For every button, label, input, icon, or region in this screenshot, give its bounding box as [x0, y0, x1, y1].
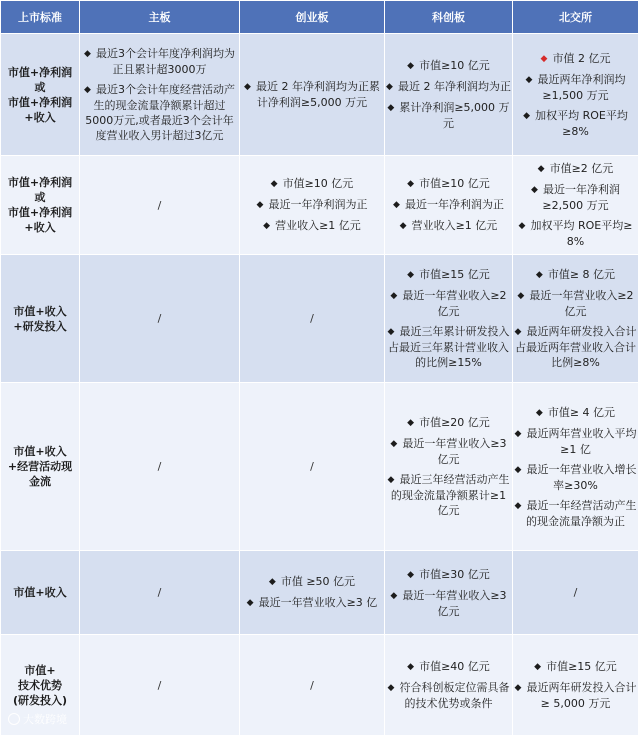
- criteria-cell-chinext: [240, 34, 385, 156]
- criteria-item: [513, 659, 638, 675]
- criteria-text: 最近两年研发投入合计占最近两年营业收入合计比例≥8%: [515, 325, 636, 369]
- criteria-item: [513, 288, 638, 319]
- bullet-diamond-icon: ◆: [523, 109, 530, 124]
- criteria-item: [513, 426, 638, 457]
- row-label-line: 市值+: [1, 663, 79, 678]
- criteria-item: [385, 100, 512, 131]
- criteria-text: 最近两年营业收入平均≥1 亿: [526, 427, 636, 456]
- criteria-item: [385, 659, 512, 675]
- criteria-item: [513, 182, 638, 213]
- criteria-text: 市值≥10 亿元: [419, 177, 490, 190]
- criteria-item: [385, 588, 512, 619]
- row-label: [1, 551, 80, 635]
- empty-cell: /: [240, 383, 385, 551]
- bullet-diamond-icon: ◆: [263, 219, 270, 234]
- criteria-text: 市值 2 亿元: [552, 52, 610, 65]
- criteria-cell-chinext: [240, 551, 385, 635]
- bullet-diamond-icon: ◆: [517, 289, 524, 304]
- watermark: [8, 711, 67, 727]
- row-label-line: +经营活动现: [1, 459, 79, 474]
- criteria-item: [513, 462, 638, 493]
- criteria-item: [385, 436, 512, 467]
- criteria-text: 最近三年累计研发投入占最近三年累计营业收入的比例≥15%: [388, 325, 509, 369]
- criteria-cell-bse: [513, 255, 638, 383]
- row-label-line: 市值+收入: [1, 444, 79, 459]
- bullet-diamond-icon: ◆: [536, 268, 543, 283]
- criteria-text: 最近一年营业收入≥2 亿元: [402, 289, 506, 318]
- header-row: [1, 1, 638, 34]
- bullet-diamond-icon: ◆: [84, 47, 91, 62]
- criteria-text: 市值≥40 亿元: [419, 660, 490, 673]
- criteria-item: [513, 267, 638, 283]
- bullet-diamond-icon: ◆: [257, 198, 264, 213]
- bullet-diamond-icon: ◆: [526, 73, 533, 88]
- header-main-board: 主板: [80, 1, 240, 34]
- bullet-diamond-icon: ◆: [407, 268, 414, 283]
- bullet-diamond-icon: ◆: [407, 660, 414, 675]
- criteria-item: [385, 324, 512, 370]
- bullet-diamond-icon: ◆: [541, 52, 548, 67]
- criteria-cell-chinext: [240, 156, 385, 255]
- criteria-cell-star: [385, 255, 513, 383]
- criteria-cell-star: [385, 34, 513, 156]
- criteria-text: 最近3个会计年度经营活动产生的现金流量净额累计超过5000万元,或者最近3个会计年度营业收入男计超过3亿元: [85, 83, 235, 142]
- criteria-text: 市值≥15 亿元: [419, 268, 490, 281]
- criteria-item: [240, 197, 384, 213]
- criteria-text: 市值≥10 亿元: [419, 59, 490, 72]
- table-row: [1, 34, 638, 156]
- criteria-item: [513, 680, 638, 711]
- criteria-text: 最近一年净利润≥2,500 万元: [542, 183, 620, 212]
- criteria-text: 最近 2 年净利润均为正累计净利润≥5,000 万元: [256, 80, 380, 109]
- criteria-item: [385, 680, 512, 711]
- criteria-text: 市值≥ 8 亿元: [548, 268, 615, 281]
- empty-cell: /: [240, 635, 385, 736]
- criteria-text: 最近3个会计年度净利润均为正且累计超3000万: [96, 47, 235, 76]
- criteria-text: 最近一年营业收入≥2 亿元: [529, 289, 633, 318]
- criteria-item: [513, 498, 638, 529]
- criteria-item: [513, 161, 638, 177]
- criteria-item: [240, 176, 384, 192]
- header-chinext: 创业板: [240, 1, 385, 34]
- bullet-diamond-icon: ◆: [534, 660, 541, 675]
- criteria-text: 加权平均 ROE平均≥ 8%: [530, 219, 632, 248]
- bullet-diamond-icon: ◆: [390, 437, 397, 452]
- bullet-diamond-icon: ◆: [269, 575, 276, 590]
- criteria-text: 市值≥ 4 亿元: [548, 406, 615, 419]
- criteria-text: 累计净利润≥5,000 万元: [399, 101, 509, 130]
- bullet-diamond-icon: ◆: [393, 198, 400, 213]
- criteria-cell-main: [80, 34, 240, 156]
- empty-cell: /: [513, 551, 638, 635]
- criteria-text: 最近一年净利润为正: [405, 198, 504, 211]
- row-label-line: 市值+净利润: [1, 205, 79, 220]
- criteria-text: 最近两年净利润均≥1,500 万元: [537, 73, 625, 102]
- criteria-cell-bse: [513, 34, 638, 156]
- empty-cell: /: [240, 255, 385, 383]
- row-label: [1, 156, 80, 255]
- bullet-diamond-icon: ◆: [388, 681, 395, 696]
- criteria-text: 市值≥10 亿元: [283, 177, 354, 190]
- empty-cell: /: [80, 635, 240, 736]
- criteria-item: [385, 79, 512, 95]
- criteria-item: [385, 176, 512, 192]
- bullet-diamond-icon: ◆: [388, 325, 395, 340]
- bullet-diamond-icon: ◆: [515, 681, 522, 696]
- bullet-diamond-icon: ◆: [536, 406, 543, 421]
- criteria-text: 最近一年净利润为正: [268, 198, 367, 211]
- criteria-cell-bse: [513, 383, 638, 551]
- criteria-text: 最近一年营业收入≥3 亿元: [402, 437, 506, 466]
- criteria-item: [513, 405, 638, 421]
- criteria-text: 最近一年经营活动产生的现金流量净额为正: [526, 499, 636, 528]
- row-label-line: 或: [1, 80, 79, 95]
- bullet-diamond-icon: ◆: [244, 80, 251, 95]
- criteria-item: [513, 51, 638, 67]
- header-star-market: 科创板: [385, 1, 513, 34]
- criteria-item: [513, 218, 638, 249]
- criteria-cell-star: [385, 383, 513, 551]
- criteria-item: [513, 108, 638, 139]
- bullet-diamond-icon: ◆: [407, 59, 414, 74]
- criteria-text: 最近一年营业收入≥3 亿元: [402, 589, 506, 618]
- bullet-diamond-icon: ◆: [407, 177, 414, 192]
- criteria-item: [240, 595, 384, 611]
- bullet-diamond-icon: ◆: [386, 80, 393, 95]
- bullet-diamond-icon: ◆: [84, 83, 91, 98]
- watermark-text: 大数跨境: [23, 711, 67, 727]
- criteria-item: [385, 58, 512, 74]
- criteria-item: [385, 415, 512, 431]
- criteria-item: [240, 79, 384, 110]
- bullet-diamond-icon: ◆: [519, 219, 526, 234]
- row-label: [1, 383, 80, 551]
- criteria-cell-star: [385, 156, 513, 255]
- bullet-diamond-icon: ◆: [538, 162, 545, 177]
- bullet-diamond-icon: ◆: [407, 416, 414, 431]
- empty-cell: /: [80, 156, 240, 255]
- criteria-cell-bse: [513, 156, 638, 255]
- bullet-diamond-icon: ◆: [531, 183, 538, 198]
- row-label-line: (研发投入): [1, 693, 79, 708]
- criteria-text: 市值≥2 亿元: [550, 162, 614, 175]
- criteria-text: 市值≥20 亿元: [419, 416, 490, 429]
- table-row: [1, 156, 638, 255]
- criteria-item: [385, 267, 512, 283]
- row-label-line: +收入: [1, 110, 79, 125]
- criteria-text: 最近一年营业收入增长率≥30%: [526, 463, 636, 492]
- criteria-item: [240, 574, 384, 590]
- row-label-line: 市值+净利润: [1, 175, 79, 190]
- bullet-diamond-icon: ◆: [515, 427, 522, 442]
- header-listing-standard: 上市标准: [1, 1, 80, 34]
- criteria-text: 最近 2 年净利润均为正: [398, 80, 511, 93]
- row-label-line: 金流: [1, 474, 79, 489]
- bullet-diamond-icon: ◆: [388, 473, 395, 488]
- criteria-item: [513, 324, 638, 370]
- criteria-text: 营业收入≥1 亿元: [412, 219, 498, 232]
- empty-cell: /: [80, 255, 240, 383]
- criteria-text: 市值≥15 亿元: [546, 660, 617, 673]
- table-row: [1, 551, 638, 635]
- bullet-diamond-icon: ◆: [515, 325, 522, 340]
- empty-cell: /: [80, 551, 240, 635]
- bullet-diamond-icon: ◆: [387, 101, 394, 116]
- bullet-diamond-icon: ◆: [390, 589, 397, 604]
- criteria-text: 最近一年营业收入≥3 亿: [259, 596, 378, 609]
- criteria-item: [80, 46, 239, 77]
- bullet-diamond-icon: ◆: [515, 463, 522, 478]
- criteria-text: 加权平均 ROE平均≥8%: [535, 109, 628, 138]
- criteria-text: 最近三年经营活动产生的现金流量净额累计≥1 亿元: [391, 473, 510, 517]
- criteria-text: 最近两年研发投入合计≥ 5,000 万元: [526, 681, 636, 710]
- bullet-diamond-icon: ◆: [390, 289, 397, 304]
- criteria-text: 市值≥30 亿元: [419, 568, 490, 581]
- criteria-item: [385, 567, 512, 583]
- bullet-diamond-icon: ◆: [407, 568, 414, 583]
- criteria-item: [385, 197, 512, 213]
- row-label-line: 技术优势: [1, 678, 79, 693]
- header-bse: 北交所: [513, 1, 638, 34]
- row-label: [1, 255, 80, 383]
- table-row: [1, 255, 638, 383]
- table-row: [1, 383, 638, 551]
- row-label-line: 市值+收入: [1, 304, 79, 319]
- bullet-diamond-icon: ◆: [515, 499, 522, 514]
- row-label-line: 市值+净利润: [1, 95, 79, 110]
- empty-cell: /: [80, 383, 240, 551]
- bullet-diamond-icon: ◆: [400, 219, 407, 234]
- row-label-line: 或: [1, 190, 79, 205]
- criteria-item: [513, 72, 638, 103]
- row-label-line: +研发投入: [1, 319, 79, 334]
- criteria-text: 符合科创板定位需具备的技术优势或条件: [399, 681, 509, 710]
- watermark-logo-icon: [8, 713, 20, 725]
- bullet-diamond-icon: ◆: [247, 596, 254, 611]
- criteria-item: [385, 218, 512, 234]
- criteria-cell-star: [385, 551, 513, 635]
- criteria-item: [80, 82, 239, 143]
- row-label-line: 市值+收入: [1, 585, 79, 600]
- table-row: [1, 635, 638, 736]
- criteria-text: 营业收入≥1 亿元: [275, 219, 361, 232]
- criteria-text: 市值 ≥50 亿元: [281, 575, 355, 588]
- criteria-item: [385, 288, 512, 319]
- criteria-item: [240, 218, 384, 234]
- criteria-item: [385, 472, 512, 518]
- criteria-cell-bse: [513, 635, 638, 736]
- bullet-diamond-icon: ◆: [271, 177, 278, 192]
- criteria-cell-star: [385, 635, 513, 736]
- row-label: [1, 34, 80, 156]
- row-label-line: 市值+净利润: [1, 65, 79, 80]
- row-label-line: +收入: [1, 220, 79, 235]
